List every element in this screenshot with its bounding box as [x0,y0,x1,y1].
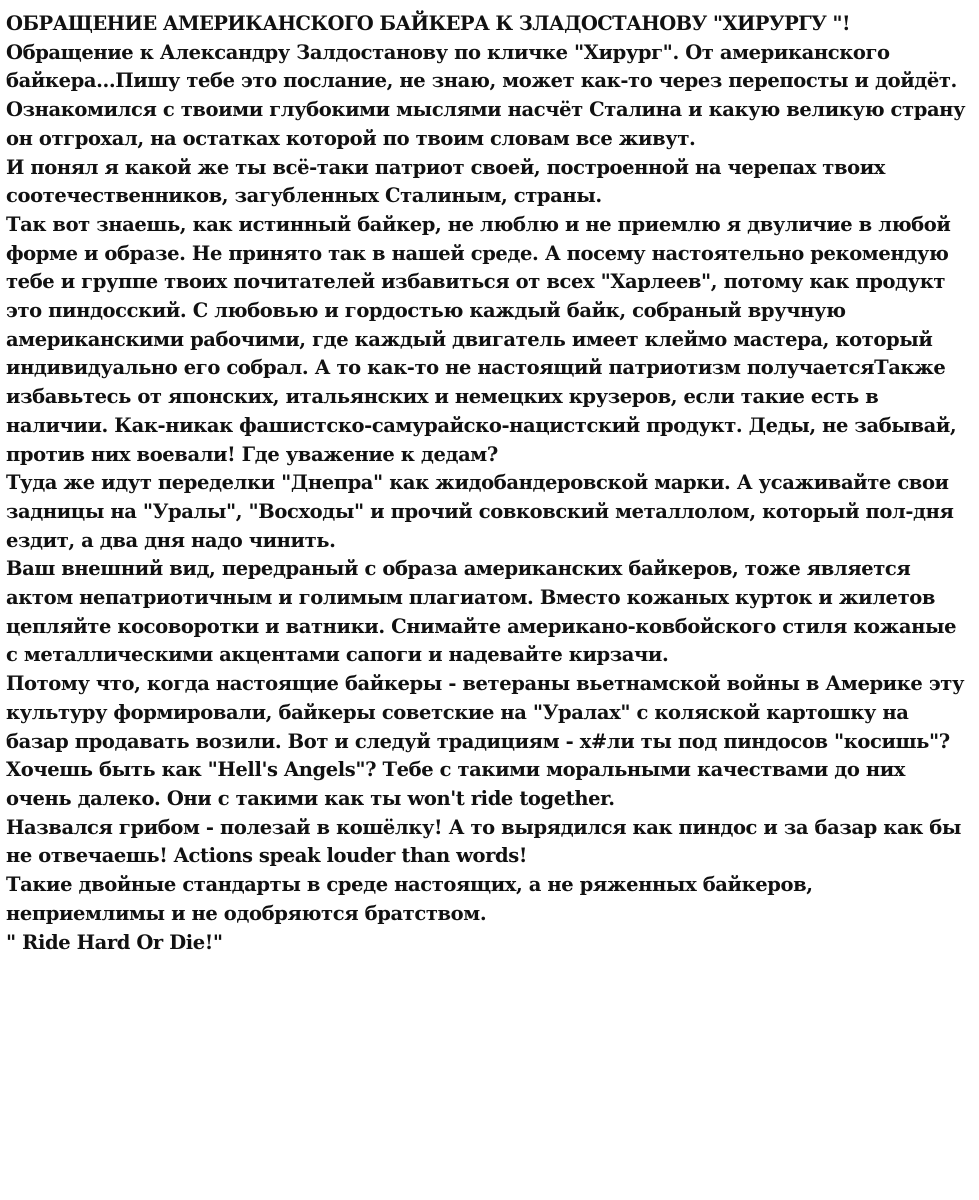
document-title: ОБРАЩЕНИЕ АМЕРИКАНСКОГО БАЙКЕРА К ЗЛАДОСТАНОВУ "ХИРУРГУ "! [6,12,850,35]
paragraph-harleys: Так вот знаешь, как истинный байкер, не люблю и не приемлю я двуличие в любой форме и образе. Не принято так в нашей среде. А посему настоятельно рекомендую тебе и группе твоих почитателей избавиться от всех "Харлеев", потому как продукт это пиндосский. С любовью и гордостью каждый байк, собраный вручную американскими рабочими, где каждый двигатель имеет клеймо мастера, который индивидуально его собрал. А то как-то не настоящий патриотизм получаетсяТакже избавьтесь от японских, итальянских и немецких крузеров, если такие есть в наличии. Как-никак фашистско-самурайско-нацистский продукт. Деды, не забывай, против них воевали! Где уважение к дедам? [6,212,957,466]
document-body [6,10,968,957]
paragraph-mushroom: Назвался грибом - полезай в кошёлку! А то вырядился как пиндос и за базар как бы не отвечаешь! Actions speak louder than words! [6,815,962,868]
paragraph-stalin-thoughts: Ознакомился с твоими глубокими мыслями насчёт Сталина и какую великую страну он отгрохал, на остатках которой по твоим словам все живут. [6,98,966,150]
paragraph-double-standards: Такие двойные стандарты в среде настоящих, а не ряженных байкеров, неприемлимы и не одобряются братством. [6,873,813,925]
paragraph-motto: " Ride Hard Or Die!" [6,930,223,954]
paragraph-appearance: Ваш внешний вид, передраный с образа американских байкеров, тоже является актом непатриотичным и голимым плагиатом. Вместо кожаных курток и жилетов цепляйте косоворотки и ватники. Снимайте американо-ковбойского стиля кожаные с металлическими акцентами сапоги и надевайте кирзачи. [6,557,957,667]
paragraph-vietnam-veterans: Потому что, когда настоящие байкеры - ветераны вьетнамской войны в Америке эту культуру формировали, байкеры советские на "Уралах" с коляской картошку на базар продавать возили. Вот и следуй традициям - х#ли ты под пиндосов "косишь"? Хочешь быть как "Hell's Angels"? Тебе с такими моральными качествами до них очень далеко. Они с такими как ты won't ride together. [6,672,965,810]
paragraph-intro: Обращение к Александру Залдостанову по кличке "Хирург". От американского байкера...Пишу тебе это послание, не знаю, может как-то через перепосты и дойдёт. [6,40,957,93]
paragraph-patriot: И понял я какой же ты всё-таки патриот своей, построенной на черепах твоих соотечественников, загубленных Сталиным, страны. [6,155,886,208]
paragraph-dnepr: Туда же идут переделки "Днепра" как жидобандеровской марки. А усаживайте свои задницы на "Уралы", "Восходы" и прочий совковский металлолом, который пол-дня ездит, а два дня надо чинить. [6,471,954,552]
